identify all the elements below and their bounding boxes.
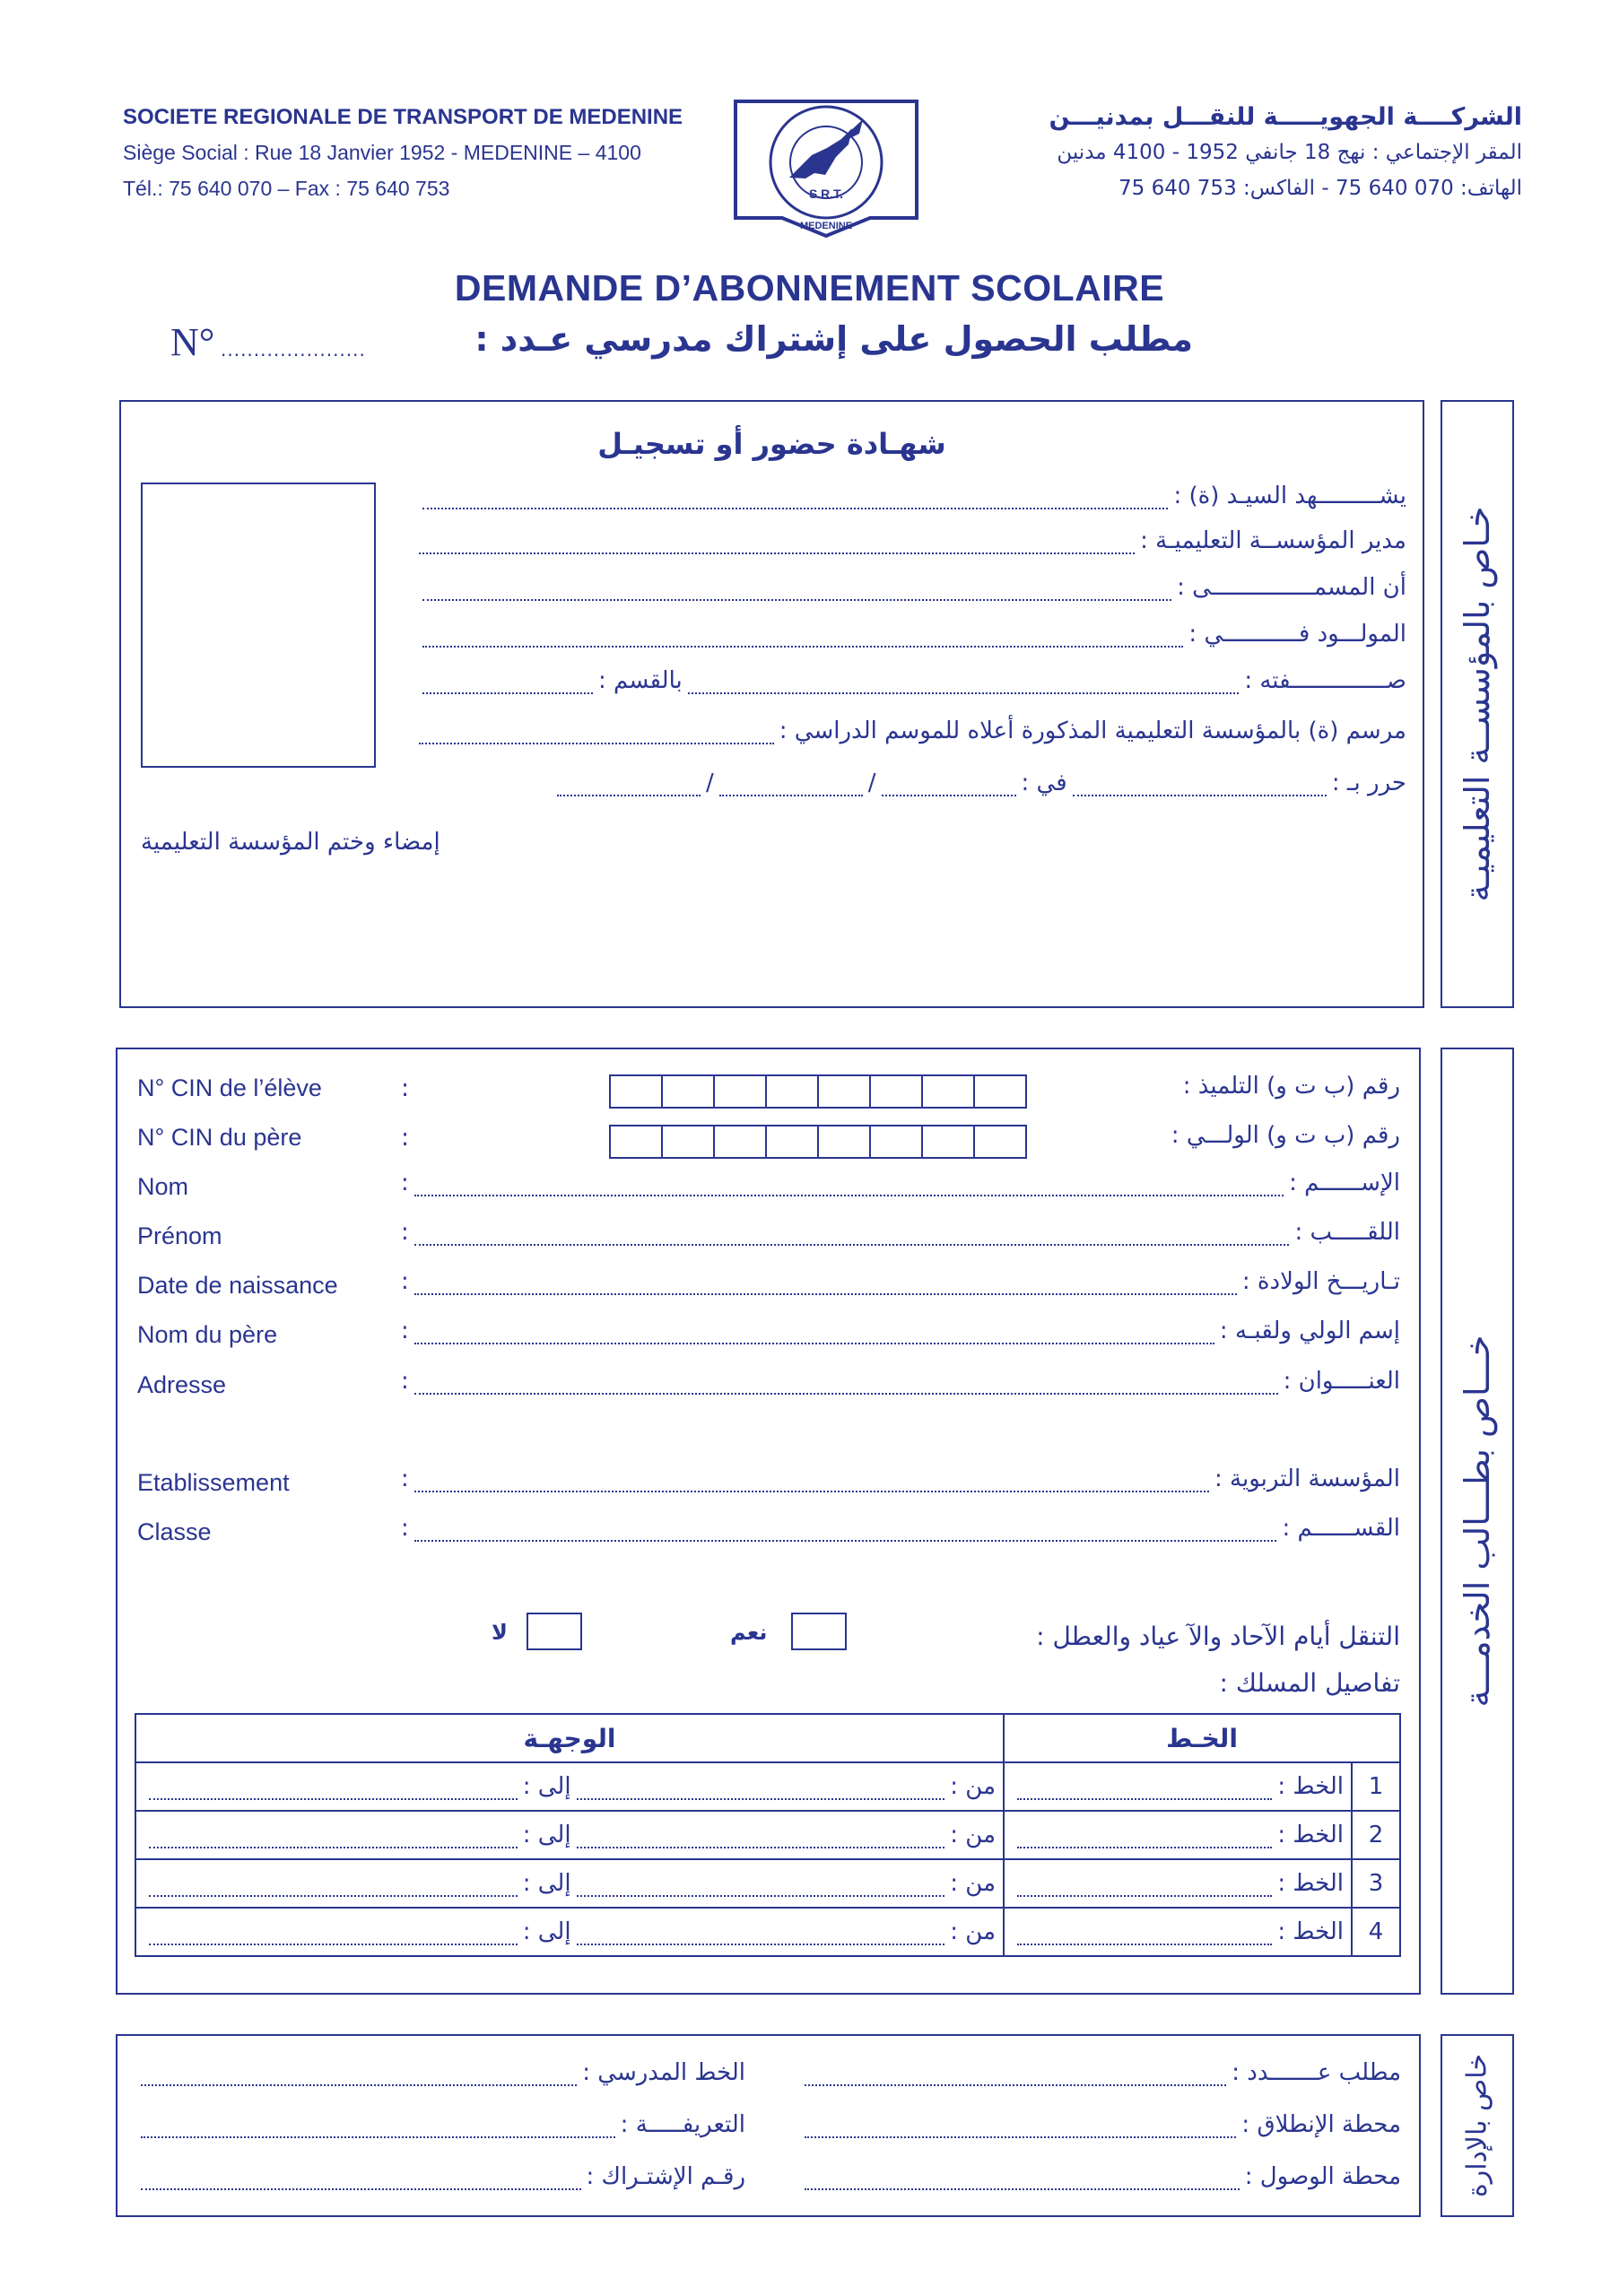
line-label: الخط : xyxy=(1277,1918,1344,1945)
form-title-ar: مطلب الحصول على إشتراك مدرسي عـدد : xyxy=(474,319,1193,359)
line-label: الخط : xyxy=(1277,1773,1344,1800)
fare-label: التعريفـــــة : xyxy=(620,2111,745,2138)
from-label: من : xyxy=(950,1773,996,1800)
cert-label-3: أن المسمـــــــــــــــى : xyxy=(1177,574,1406,601)
fr-label-class: Classe xyxy=(137,1518,212,1545)
admin-row-2-right xyxy=(799,2111,1401,2138)
photo-box[interactable] xyxy=(141,483,376,768)
cert-label-1: يشـــــــــهد السيـد (ة) : xyxy=(1173,483,1406,509)
fr-label-school: Etablissement xyxy=(137,1469,290,1496)
cert-label-2: مدير المؤسســة التعليميـة : xyxy=(1140,527,1406,554)
to-input-1[interactable] xyxy=(149,1777,518,1800)
col-line: الخـط xyxy=(1004,1714,1400,1762)
cert-input-6[interactable] xyxy=(419,721,774,744)
cert-place-input[interactable] xyxy=(1073,773,1327,796)
date-day-input[interactable] xyxy=(882,773,1016,796)
cert-label-5: صــــــــــــــفته : xyxy=(1244,667,1406,694)
ar-label-birthdate: تـاريـــخ الولادة : xyxy=(1241,1268,1400,1295)
address-ar: المقر الإجتماعي : نهج 18 جانفي 1952 - 4100 مدنين xyxy=(1057,141,1522,164)
form-title-fr: DEMANDE D’ABONNEMENT SCOLAIRE xyxy=(454,267,1165,309)
ar-label-father-name: إسم الولي ولقبـه : xyxy=(1219,1318,1400,1344)
subscription-number-label: رقـم الإشتـراك : xyxy=(586,2163,745,2190)
school-input[interactable] xyxy=(414,1469,1209,1492)
row-birthdate xyxy=(401,1268,1400,1295)
admin-side-label: خاص بالإدارة xyxy=(1461,2054,1493,2197)
father-cin-cells[interactable] xyxy=(611,1125,1027,1159)
ar-label-class: القســــــم : xyxy=(1282,1515,1400,1542)
fr-label-father-name: Nom du père xyxy=(137,1321,278,1348)
route-number: 3 xyxy=(1352,1859,1400,1908)
school-side-tab xyxy=(1441,400,1514,1008)
birthdate-input[interactable] xyxy=(414,1272,1237,1295)
route-row-4 xyxy=(135,1908,1400,1956)
fr-label-birthdate: Date de naissance xyxy=(137,1272,338,1299)
yes-checkbox[interactable] xyxy=(791,1613,847,1650)
route-number: 4 xyxy=(1352,1908,1400,1956)
applicant-side-tab xyxy=(1441,1048,1514,1995)
colon: : xyxy=(401,1074,410,1102)
admin-row-2-left xyxy=(135,2111,745,2138)
col-destination: الوجهـة xyxy=(135,1714,1004,1762)
to-label: إلى : xyxy=(522,1918,571,1945)
date-year-input[interactable] xyxy=(557,773,701,796)
number-field[interactable]: ...................... xyxy=(221,339,366,361)
to-label: إلى : xyxy=(522,1773,571,1800)
colon: : xyxy=(401,1368,409,1395)
from-input-1[interactable] xyxy=(577,1777,945,1800)
logo-city: MEDENINE xyxy=(799,221,853,231)
yes-label: نعم xyxy=(730,1620,768,1645)
ar-label-cin-student: رقم (ب ت و) التلميذ : xyxy=(1182,1073,1400,1100)
row-nom xyxy=(401,1170,1400,1196)
school-line-label: الخط المدرسي : xyxy=(582,2059,745,2086)
line-label: الخط : xyxy=(1277,1822,1344,1848)
route-row-1 xyxy=(135,1762,1400,1811)
nom-input[interactable] xyxy=(414,1173,1284,1196)
class-label: بالقسم : xyxy=(598,667,683,694)
fare-input[interactable] xyxy=(141,2115,615,2138)
row-father-name xyxy=(401,1318,1400,1344)
request-number-label: مطلب عـــــــدد : xyxy=(1232,2059,1401,2086)
school-side-label: خـاص بالمؤسســة التعليميـة xyxy=(1458,506,1497,902)
fr-label-cin-father: N° CIN du père xyxy=(137,1124,302,1151)
from-label: من : xyxy=(950,1822,996,1848)
logo-initials: S.R.T. xyxy=(808,187,844,201)
colon: : xyxy=(401,1465,409,1492)
fr-label-cin-student: N° CIN de l’élève xyxy=(137,1074,322,1101)
to-label: إلى : xyxy=(522,1822,571,1848)
from-input-3[interactable] xyxy=(577,1874,945,1897)
route-number: 1 xyxy=(1352,1762,1400,1811)
from-label: من : xyxy=(950,1870,996,1897)
father-name-input[interactable] xyxy=(414,1321,1214,1344)
cert-line-3 xyxy=(417,574,1406,601)
prenom-input[interactable] xyxy=(414,1222,1290,1246)
header-arabic xyxy=(948,100,1522,206)
phone-ar: الهاتف: 070 640 75 - الفاكس: 753 640 75 xyxy=(1118,177,1522,200)
student-cin-cells[interactable] xyxy=(611,1074,1027,1109)
signature-label: إمضاء وختم المؤسسة التعليمية xyxy=(141,829,440,856)
in-label: في : xyxy=(1021,770,1067,796)
cert-input-1[interactable] xyxy=(422,486,1168,509)
no-checkbox[interactable] xyxy=(527,1613,582,1650)
to-input-2[interactable] xyxy=(149,1825,518,1848)
ar-label-school: المؤسسة التربوية : xyxy=(1214,1465,1400,1492)
ar-label-nom: الإســــــم : xyxy=(1289,1170,1400,1196)
row-school xyxy=(401,1465,1400,1492)
line-input-3[interactable] xyxy=(1017,1874,1272,1897)
route-table xyxy=(135,1713,1401,1957)
departure-station-input[interactable] xyxy=(805,2115,1236,2138)
admin-row-1-left xyxy=(135,2059,745,2086)
route-row-3 xyxy=(135,1859,1400,1908)
form-title-ar-row xyxy=(170,319,1193,373)
school-line-input[interactable] xyxy=(141,2063,577,2086)
row-address xyxy=(401,1368,1400,1395)
header-french xyxy=(123,100,697,206)
colon: : xyxy=(401,1170,409,1196)
to-label: إلى : xyxy=(522,1870,571,1897)
applicant-side-label: خـــاص بطـــالب الخدمـــة xyxy=(1458,1335,1497,1708)
cert-line-1 xyxy=(417,483,1406,509)
cert-input-4[interactable] xyxy=(422,624,1183,648)
colon: : xyxy=(401,1268,409,1295)
cert-line-4 xyxy=(417,621,1406,648)
route-number: 2 xyxy=(1352,1811,1400,1859)
colon: : xyxy=(401,1515,409,1542)
fr-label-address: Adresse xyxy=(137,1371,227,1398)
admin-row-3-right xyxy=(799,2163,1401,2190)
route-row-2 xyxy=(135,1811,1400,1859)
cert-input-3[interactable] xyxy=(422,578,1171,601)
school-certificate-box xyxy=(119,400,1424,1008)
cert-label-7: حرر بـ : xyxy=(1331,770,1406,796)
ar-label-cin-father: رقم (ب ت و) الولـــي : xyxy=(1171,1122,1400,1149)
cert-input-5a[interactable] xyxy=(688,671,1240,694)
number-label: N° xyxy=(170,320,215,364)
departure-station-label: محطة الإنطلاق : xyxy=(1241,2111,1401,2138)
arrival-station-label: محطة الوصول : xyxy=(1244,2163,1401,2190)
from-input-4[interactable] xyxy=(577,1922,945,1945)
row-prenom xyxy=(401,1219,1400,1246)
to-input-3[interactable] xyxy=(149,1874,518,1897)
address-input[interactable] xyxy=(414,1371,1278,1395)
class-input[interactable] xyxy=(414,1518,1277,1542)
colon: : xyxy=(401,1219,409,1246)
date-month-input[interactable] xyxy=(719,773,863,796)
subscription-number-input[interactable] xyxy=(141,2167,581,2190)
admin-box xyxy=(116,2034,1421,2217)
colon: : xyxy=(401,1318,409,1344)
cert-line-6 xyxy=(413,718,1406,744)
admin-side-tab xyxy=(1441,2034,1514,2217)
cert-input-2[interactable] xyxy=(419,531,1135,554)
ar-label-prenom: اللقـــــب : xyxy=(1294,1219,1400,1246)
colon: : xyxy=(401,1124,410,1152)
arrival-station-input[interactable] xyxy=(805,2167,1240,2190)
from-label: من : xyxy=(950,1918,996,1945)
from-input-2[interactable] xyxy=(577,1825,945,1848)
row-class xyxy=(401,1515,1400,1542)
admin-row-1-right xyxy=(799,2059,1401,2086)
travel-question: التنقل أيام الآحاد والآ عياد والعطل : xyxy=(1036,1622,1400,1651)
company-logo xyxy=(727,92,926,238)
fr-label-prenom: Prénom xyxy=(137,1222,222,1249)
cert-line-5 xyxy=(417,667,1406,694)
route-details-label: تفاصيل المسلك : xyxy=(1219,1668,1400,1698)
cert-input-5b[interactable] xyxy=(422,671,593,694)
cert-line-7: حرر بـ : في : / / xyxy=(552,770,1406,796)
certificate-heading: شهـادة حضور أو تسجيـل xyxy=(597,427,946,461)
phone-fr: Tél.: 75 640 070 – Fax : 75 640 753 xyxy=(123,177,450,200)
request-number-input[interactable] xyxy=(805,2063,1226,2086)
company-name-fr: SOCIETE REGIONALE DE TRANSPORT DE MEDENINE xyxy=(123,105,683,129)
line-input-1[interactable] xyxy=(1017,1777,1272,1800)
cert-label-4: المولـــود فـــــــــــي : xyxy=(1188,621,1406,648)
line-input-2[interactable] xyxy=(1017,1825,1272,1848)
no-label: لا xyxy=(492,1620,508,1645)
admin-row-3-left xyxy=(135,2163,745,2190)
cert-line-2 xyxy=(413,527,1406,554)
line-input-4[interactable] xyxy=(1017,1922,1272,1945)
company-name-ar: الشركــــة الجهويـــــة للنقـــل بمدنيـــن xyxy=(1049,103,1522,131)
line-label: الخط : xyxy=(1277,1870,1344,1897)
fr-label-nom: Nom xyxy=(137,1173,189,1200)
to-input-4[interactable] xyxy=(149,1922,518,1945)
ar-label-address: العنـــــوان : xyxy=(1283,1368,1400,1395)
address-fr: Siège Social : Rue 18 Janvier 1952 - MEDENINE – 4100 xyxy=(123,141,641,164)
cert-label-6: مرسم (ة) بالمؤسسة التعليمية المذكورة أعلاه للموسم الدراسي : xyxy=(779,718,1406,744)
